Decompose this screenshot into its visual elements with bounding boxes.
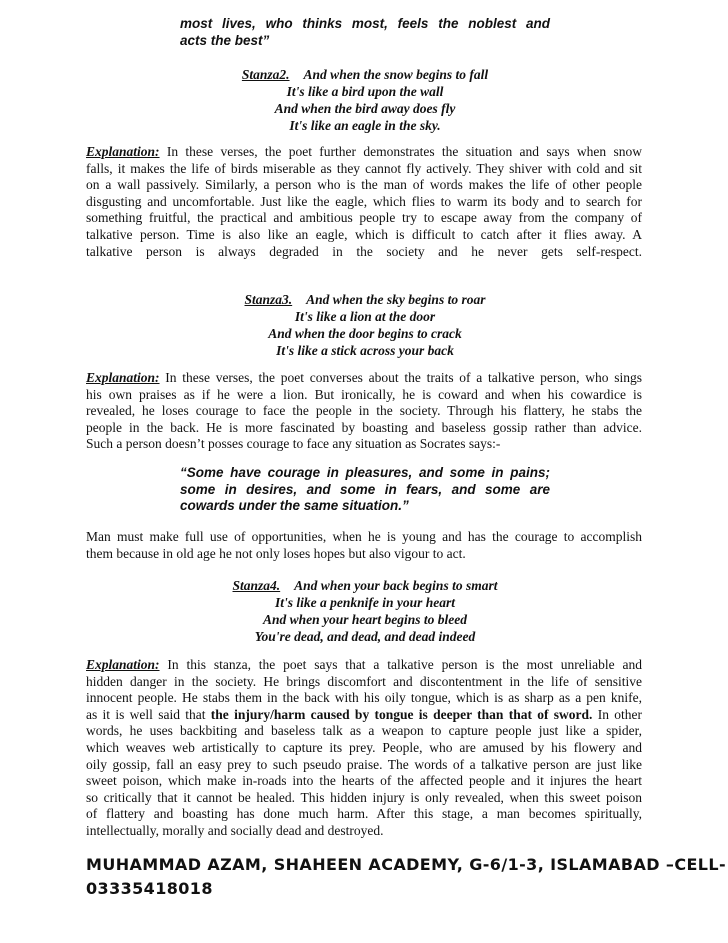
paragraph-line: people in the back. He is more fascinated by boasting and baseless gossip rather than advice.: [86, 419, 642, 435]
paragraph-line: Man must make full use of opportunities, when he is young and has the courage to accomplish: [86, 529, 642, 544]
explanation-stanza-3: [86, 370, 642, 453]
quote-line: cowards under the same situation.”: [180, 498, 409, 513]
stanza-line: It's like a penknife in your heart: [274, 595, 455, 610]
stanza-line: And when the snow begins to fall: [303, 67, 489, 82]
explanation-stanza-2: [86, 144, 642, 260]
paragraph-line: talkative person. Time is also like an eagle, which is difficult to catch after it flies away. A: [86, 226, 642, 242]
stanza-line: And when the door begins to crack: [268, 326, 462, 341]
paragraph-line: Such a person doesn’t posses courage to face any situation as Socrates says:-: [86, 436, 501, 452]
paragraph-line: disgusting and uncomfortable. Just like the eagle, which flies to warm its body and to search for: [86, 193, 642, 209]
stanza-line: It's like an eagle in the sky.: [289, 118, 441, 133]
paragraph-line: falls, it makes the life of birds miserable as they cannot fly actively. They shiver with cold and sit: [86, 160, 642, 176]
paragraph-line: them because in old age he not only loses hopes but also vigour to act.: [86, 545, 466, 561]
paragraph-line: his own praises as if he were a lion. But ironically, he is coward and when his cowardice is: [86, 386, 642, 402]
paragraph-line: something fruitful, the practical and ambitious people try to escape away from the company of: [86, 210, 642, 226]
emphasized-saying: the injury/harm caused by tongue is deeper than that of sword.: [210, 706, 593, 722]
stanza-label: Stanza2.: [241, 67, 290, 82]
paragraph-line: which weaves web artistically to capture its prey. People, who are amused by his flowery and: [86, 739, 642, 755]
explanation-label: Explanation:: [86, 370, 160, 385]
paragraph-line: talkative person is always degraded in the society and he never gets self-respect.: [86, 243, 642, 259]
stanza-line: It's like a bird upon the wall: [286, 84, 444, 99]
stanza-line: And when your back begins to smart: [294, 578, 498, 593]
socrates-quote: [180, 465, 550, 515]
stanza-line: And when the sky begins to roar: [306, 292, 486, 307]
paragraph-line: In these verses, the poet further demonstrates the situation and says when snow: [166, 144, 642, 159]
paragraph-line: innocent people. He stabs them in the back with his oily tongue, which is as sharp as a pen knife,: [86, 690, 642, 706]
stanza-label: Stanza4.: [232, 578, 281, 593]
stanza-line: You're dead, and dead, and dead indeed: [254, 629, 476, 644]
stanza-line: It's like a lion at the door: [294, 309, 436, 324]
paragraph-line: oily gossip, fall an easy prey to such pseudo praise. The words of a talkative person are just like: [86, 756, 642, 772]
paragraph-line: hidden danger in the society. He brings discomfort and discontentment in the life of sensitive: [86, 673, 642, 689]
footer-author-address: MUHAMMAD AZAM, SHAHEEN ACADEMY, G-6/1-3, ISLAMABAD –CELL-: [86, 855, 727, 874]
paragraph-text: In other: [592, 706, 643, 722]
quote-line: some in desires, and some in fears, and some are: [180, 481, 550, 497]
quote-line: acts the best”: [180, 32, 270, 48]
paragraph-line: of flattery and boasting has done much harm. After this stage, a man becomes spiritually,: [86, 806, 642, 822]
paragraph-line: so critically that it cannot be healed. This hidden injury is only revealed, when this sweet poison: [86, 789, 642, 805]
quote-line: “Some have courage in pleasures, and some in pains;: [180, 465, 550, 480]
explanation-label: Explanation:: [86, 144, 160, 159]
stanza-line: And when the bird away does fly: [274, 101, 456, 116]
paragraph-line: on a wall passively. Similarly, a person who is the man of words makes the life of other people: [86, 177, 642, 193]
explanation-stanza-4: [86, 657, 642, 840]
paragraph-line: words, he uses backbiting and baseless talk as a weapon to capture people just like a spider,: [86, 723, 642, 739]
stanza-2: [200, 66, 530, 134]
stanza-3: [200, 291, 530, 359]
paragraph-line: In these verses, the poet converses about the traits of a talkative person, who sings: [165, 370, 643, 385]
paragraph-line: revealed, he loses courage to face the people in the society. Through his flattery, he stabs the: [86, 403, 642, 419]
opening-quote: [180, 16, 550, 49]
paragraph-line: In this stanza, the poet says that a talkative person is the most unreliable and: [167, 657, 643, 672]
paragraph-line: sweet poison, which make in-roads into the hearts of the affected people and it injures the heart: [86, 773, 642, 789]
stanza-line: And when your heart begins to bleed: [262, 612, 468, 627]
footer-phone: 03335418018: [86, 879, 213, 898]
stanza-line: It's like a stick across your back: [276, 343, 454, 358]
opportunities-paragraph: [86, 529, 642, 562]
quote-line: most lives, who thinks most, feels the noblest and: [180, 16, 550, 31]
explanation-label: Explanation:: [86, 657, 160, 672]
paragraph-line: intellectually, morally and socially dead and destroyed.: [86, 822, 384, 838]
page-footer: [86, 853, 727, 901]
paragraph-text: as it is well said that: [86, 706, 211, 722]
stanza-4: [200, 577, 530, 645]
stanza-label: Stanza3.: [244, 292, 293, 307]
